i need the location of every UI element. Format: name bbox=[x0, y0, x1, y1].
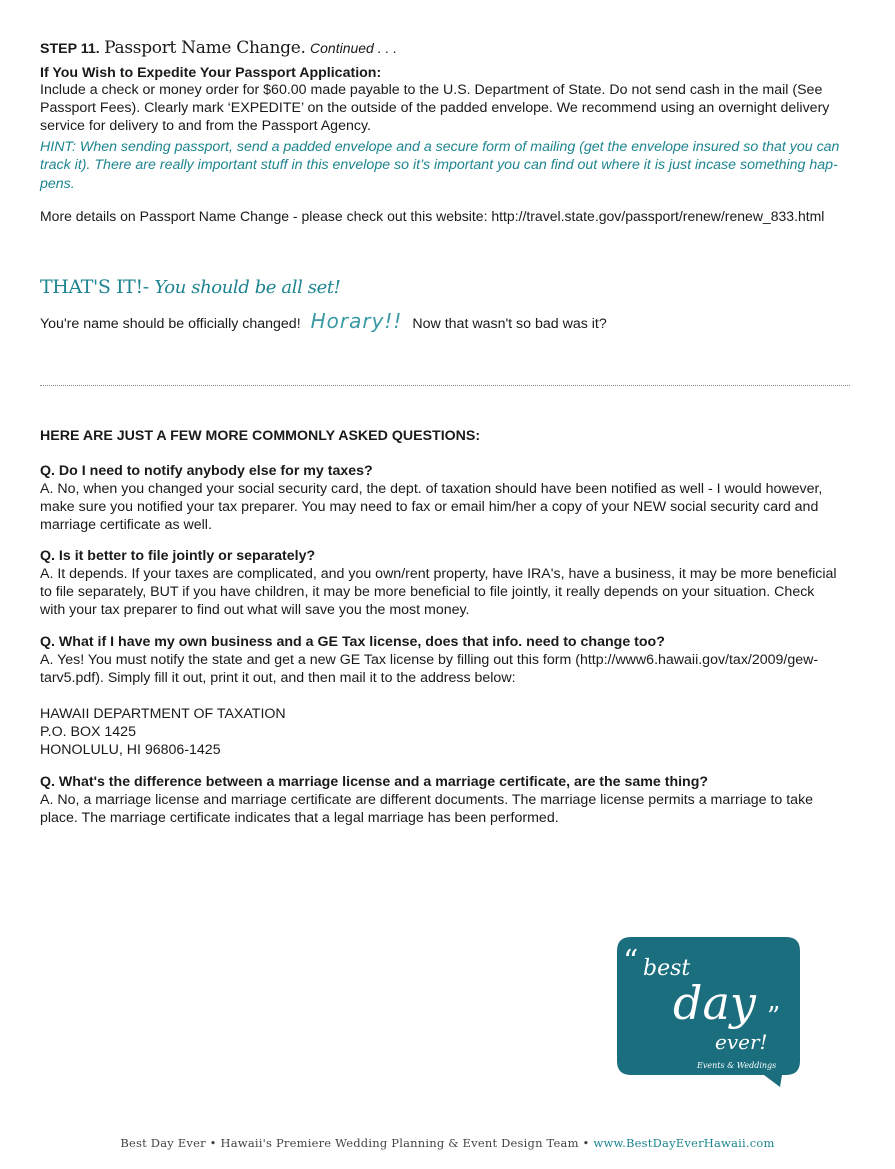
address-line: HONOLULU, HI 96806-1425 bbox=[40, 742, 221, 758]
thats-it-title: THAT'S IT!- bbox=[40, 276, 149, 298]
expedite-line: service for delivery to and from the Passport Agency. bbox=[40, 118, 371, 134]
faq-answer-line: tarv5.pdf). Simply fill it out, print it out, and then mail it to the address below: bbox=[40, 670, 516, 686]
step-continued: Continued . . . bbox=[310, 40, 398, 56]
footer-website-link[interactable]: www.BestDayEverHawaii.com bbox=[593, 1136, 775, 1150]
address-line: P.O. BOX 1425 bbox=[40, 724, 136, 740]
faq-question: Q. Is it better to file jointly or separately? bbox=[40, 548, 316, 564]
hint-line: HINT: When sending passport, send a padded envelope and a secure form of mailing (get the envelope insured so that you can bbox=[40, 139, 840, 155]
more-details: More details on Passport Name Change - please check out this website: http://travel.state.gov/passport/renew/renew_833.html bbox=[40, 208, 825, 224]
logo-tagline: Events & Weddings bbox=[697, 1061, 777, 1070]
best-day-ever-logo bbox=[617, 937, 800, 1087]
faq-answer-line: A. Yes! You must notify the state and get a new GE Tax license by filling out this form (http://www6.hawaii.gov/tax/2009/gew- bbox=[40, 652, 819, 668]
faq-item-2 bbox=[40, 547, 837, 619]
faq-item-1 bbox=[40, 462, 822, 534]
address-line: HAWAII DEPARTMENT OF TAXATION bbox=[40, 706, 286, 722]
logo-close-quote: ” bbox=[767, 1002, 781, 1032]
faq-question: Q. What's the difference between a marriage license and a marriage certificate, are the same thing? bbox=[40, 774, 709, 790]
faq-answer-line: A. It depends. If your taxes are complicated, and you own/rent property, have IRA's, have a business, it may be more beneficial bbox=[40, 566, 837, 582]
thats-it-subtitle: You should be all set! bbox=[154, 277, 341, 298]
faq-question: Q. Do I need to notify anybody else for my taxes? bbox=[40, 463, 373, 479]
logo-best: best bbox=[643, 956, 691, 981]
footer bbox=[0, 1136, 895, 1150]
logo-open-quote: “ bbox=[623, 944, 639, 979]
dotted-divider bbox=[40, 385, 850, 386]
footer-text: Best Day Ever • Hawaii's Premiere Wedding Planning & Event Design Team • bbox=[120, 1136, 590, 1150]
thats-it-heading bbox=[40, 276, 341, 298]
logo-ever: ever! bbox=[715, 1030, 768, 1054]
faq-question: Q. What if I have my own business and a GE Tax license, does that info. need to change too? bbox=[40, 634, 665, 650]
hint-line: track it). There are really important stuff in this envelope so it’s important you can find out where it is just incase something hap- bbox=[40, 157, 838, 174]
expedite-line: Passport Fees). Clearly mark ‘EXPEDITE’ on the outside of the padded envelope. We recommend using an overnight delivery bbox=[40, 100, 830, 116]
faq-heading: HERE ARE JUST A FEW MORE COMMONLY ASKED QUESTIONS: bbox=[40, 428, 481, 444]
faq-answer-line: make sure you notified your tax preparer. You may need to fax or email him/her a copy of your NEW social security card and bbox=[40, 499, 819, 515]
faq-answer-line: A. No, a marriage license and marriage certificate are different documents. The marriage license permits a marriage to take bbox=[40, 792, 814, 808]
faq-answer-line: A. No, when you changed your social security card, the dept. of taxation should have been notified as well - I would however, bbox=[40, 481, 823, 497]
hint-line: pens. bbox=[40, 175, 75, 192]
faq-answer-line: place. The marriage certificate indicates that a legal marriage has been performed. bbox=[40, 810, 559, 826]
faq-answer-line: to file separately, BUT if you have children, it may be more beneficial to file jointly, it really depends on your situation. Check bbox=[40, 584, 815, 600]
expedite-line: Include a check or money order for $60.00 made payable to the U.S. Department of State. Do not send cash in the mail (See bbox=[40, 82, 823, 98]
logo-day: day bbox=[673, 976, 756, 1030]
step-title: Passport Name Change. bbox=[104, 38, 306, 58]
horary-text: Horary!! bbox=[310, 309, 403, 333]
faq-answer-line: marriage certificate as well. bbox=[40, 517, 212, 533]
done-line bbox=[40, 309, 607, 333]
faq-item-4 bbox=[40, 773, 813, 827]
expedite-heading: If You Wish to Expedite Your Passport Application: bbox=[40, 65, 382, 81]
step-label: STEP 11. bbox=[40, 41, 100, 57]
faq-item-3 bbox=[40, 633, 818, 759]
step-header bbox=[40, 38, 397, 58]
hint-text bbox=[40, 138, 839, 193]
expedite-body bbox=[40, 81, 829, 135]
faq-answer-line: with your tax preparer to find out what will save you the most money. bbox=[40, 602, 470, 618]
done-text-after: Now that wasn't so bad was it? bbox=[412, 316, 607, 332]
done-text-before: You're name should be officially changed! bbox=[40, 316, 301, 332]
